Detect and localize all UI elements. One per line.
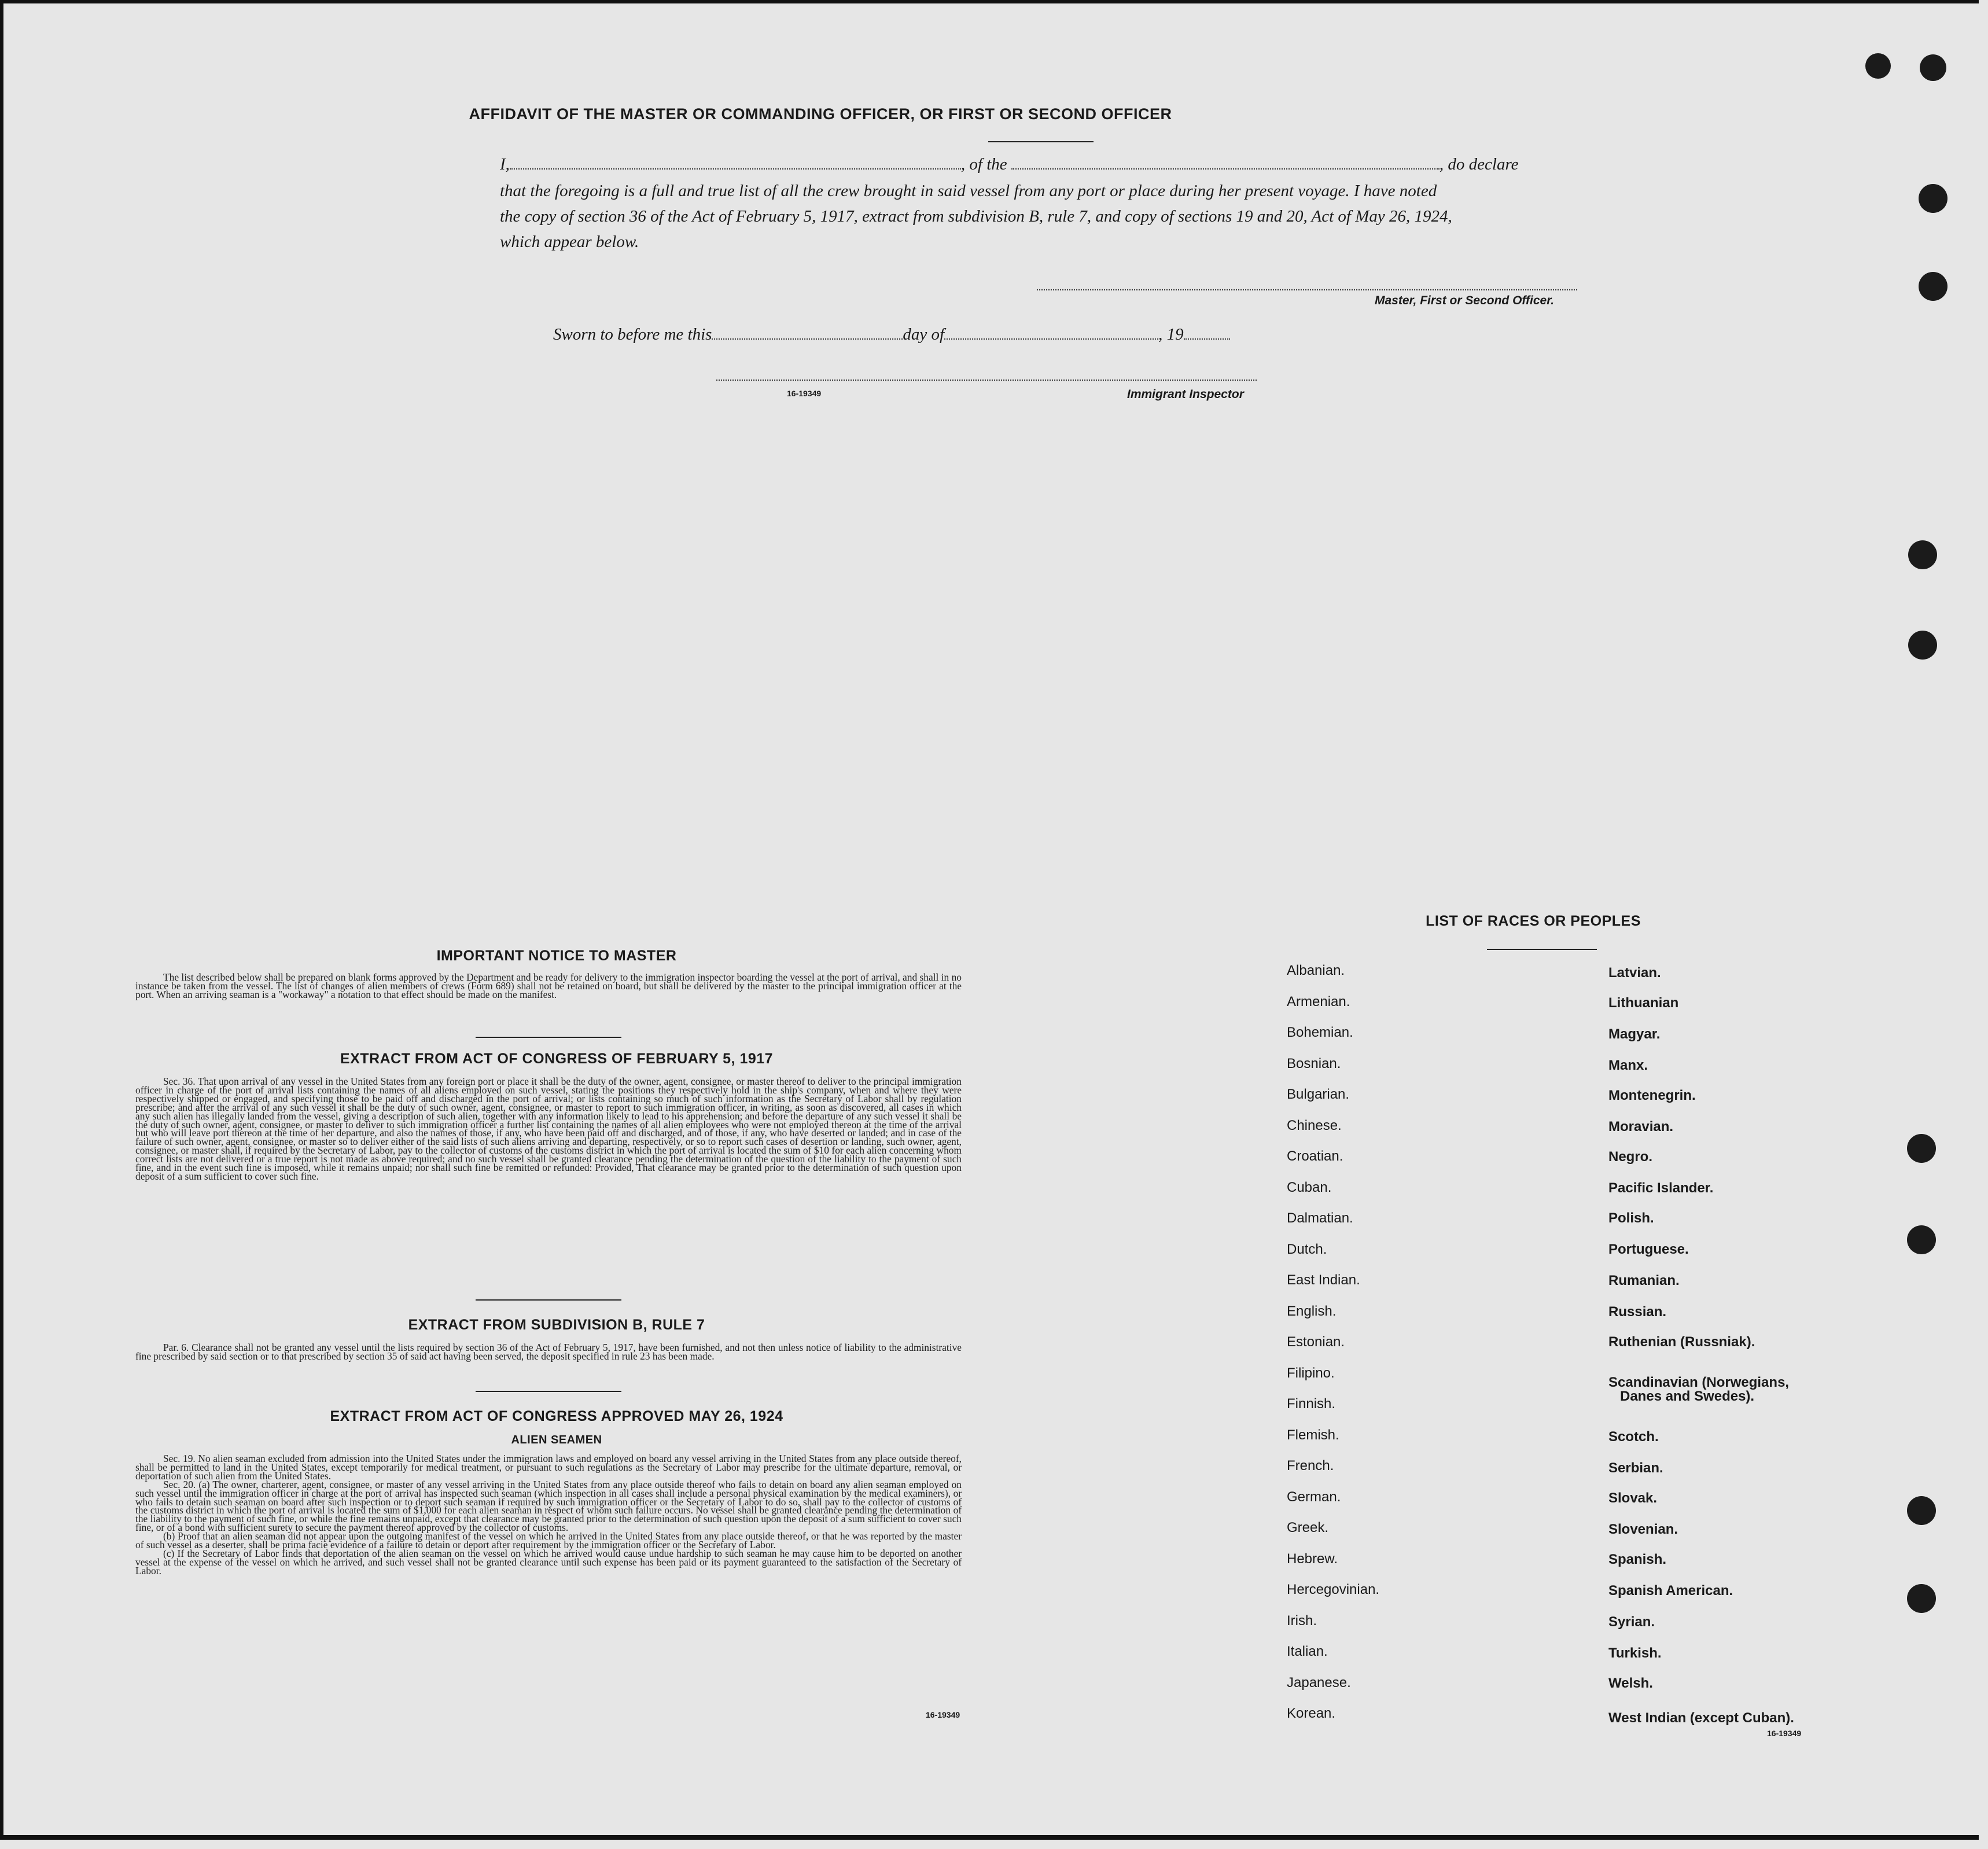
race-item: Cuban.: [1287, 1180, 1332, 1195]
race-item: Croatian.: [1287, 1148, 1343, 1164]
race-item: Dutch.: [1287, 1242, 1327, 1257]
sec20b-text: (b) Proof that an alien seaman did not appear upon the outgoing manifest of the vessel on which he arrived in the United States from any place outside thereof, or that he was reported by the master of such vessel as a deserter, shall be prima facie evidence of a failure to detain or deport after requirement by the immigration officer or the Secretary of Labor.: [135, 1530, 962, 1551]
race-item: Ruthenian (Russniak).: [1608, 1334, 1755, 1350]
inspector-signature-line[interactable]: [716, 380, 1257, 381]
race-item: West Indian (except Cuban).: [1608, 1710, 1794, 1726]
sworn-month-field[interactable]: [944, 338, 1158, 340]
race-item: Estonian.: [1287, 1334, 1345, 1350]
binder-hole: [1907, 1584, 1936, 1613]
race-item: Bosnian.: [1287, 1056, 1341, 1071]
notice-title: IMPORTANT NOTICE TO MASTER: [436, 948, 677, 964]
race-item: Greek.: [1287, 1520, 1329, 1535]
day-of-text: day of: [903, 325, 945, 344]
binder-hole: [1908, 631, 1937, 660]
race-item: Bulgarian.: [1287, 1086, 1350, 1102]
affidavit-line3: the copy of section 36 of the Act of February 5, 1917, extract from subdivision B, rule 7, and copy of sections 19 and 20, Act of May 26, 1924,: [500, 207, 1452, 226]
extract-1924-body: [135, 1454, 962, 1575]
sec20a-text: Sec. 20. (a) The owner, charterer, agent, consignee, or master of any vessel arriving in the United States from any place outside thereof who fails to detain on board any alien seaman employed on such vessel until the immigration officer in charge at the port of arrival has inspected such seaman (which inspection in all cases shall include a personal physical examination by the medical examiners), or who fails to detain such seaman on board after such inspection or to deport such seaman if required by such immigration officer or the Secretary of Labor to do so, shall pay to the collector of customs of the customs district in which the port of arrival is located the sum of $1,000 for each alien seaman in respect of whom such failure occurs. No vessel shall be granted clearance pending the determination of the liability to the payment of such fine, or while the fine remains unpaid, except that clearance may be granted prior to the determination of such question upon the deposit of a sum sufficient to cover such fine, or of a bond with sufficient surety to secure the payment thereof approved by the collector of customs.: [135, 1478, 962, 1534]
section-divider: [476, 1391, 621, 1392]
race-item: Irish.: [1287, 1613, 1317, 1629]
race-item: Flemish.: [1287, 1427, 1339, 1443]
sworn-year-field[interactable]: [1184, 338, 1230, 340]
form-number: 16-19349: [787, 389, 822, 398]
binder-hole: [1907, 1134, 1936, 1163]
binder-hole: [1920, 54, 1946, 81]
race-item: Pacific Islander.: [1608, 1180, 1714, 1196]
race-item: Filipino.: [1287, 1365, 1335, 1381]
affidavit-i: I,: [500, 155, 510, 174]
race-item: Turkish.: [1608, 1645, 1662, 1661]
binder-hole: [1919, 184, 1947, 213]
binder-hole: [1865, 53, 1891, 79]
title-divider: [988, 141, 1094, 142]
sworn-text: Sworn to before me this: [553, 325, 712, 344]
extract-1924-subtitle: ALIEN SEAMEN: [511, 1434, 602, 1446]
race-item: Polish.: [1608, 1210, 1654, 1226]
race-item: French.: [1287, 1458, 1334, 1474]
notice-text: The list described below shall be prepared on blank forms approved by the Department and be ready for delivery to the immigration inspector boarding the vessel at the port of arrival, and shall in no instance be taken from the vessel. The list of changes of alien members of crews (Form 689) shall not be retained on board, but shall be delivered by the master to the principal immigration officer at the port. When an arriving seaman is a "workaway" a notation to that effect should be made on the manifest.: [135, 971, 962, 1000]
race-item: East Indian.: [1287, 1272, 1360, 1288]
race-item: Bohemian.: [1287, 1025, 1353, 1040]
affidavit-of-the: , of the: [960, 155, 1007, 174]
extract-1917-text: Sec. 36. That upon arrival of any vessel in the United States from any foreign port or place it shall be the duty of the owner, agent, consignee, or master thereof to deliver to the principal immigration officer in charge of the port of arrival lists containing the names of all aliens employed on such vessel, stating the positions they respectively hold in the ship's company, when and where they were respectively shipped or engaged, and specifying those to be paid off and discharged in the port of arrival; or lists containing so much of such information as the Secretary of Labor shall by regulation prescribe; and after the arrival of any such vessel it shall be the duty of such owner, agent, consignee, or master to report to such immigration officer, in writing, as soon as discovered, all cases in which any such alien has illegally landed from the vessel, giving a description of such alien, together with any information likely to lead to his apprehension; and before the departure of any such vessel it shall be the duty of such owner, agent, consignee, or master to deliver to such immigration officer a further list containing the names of all alien employees who were not employed thereon at the time of the arrival but who will leave port thereon at the time of her departure, and also the names of those, if any, who have been paid off and discharged, and of those, if any, who have deserted or landed; and in case of the failure of such owner, agent, consignee, or master so to deliver either of the said lists of such aliens arriving and departing, respectively, or so to report such cases of desertion or landing, such owner, agent, consignee, or master shall, if required by the Secretary of Labor, pay to the collector of customs of the customs district in which the port of arrival is located the sum of $10 for each alien concerning whom correct lists are not delivered or a true report is not made as above required; and no such vessel shall be granted clearance pending the determination of the question of the liability to the payment of such fine, and in the event such fine is imposed, while it remains unpaid; nor shall such fine be remitted or refunded: Provided, That clearance may be granted prior to the determination of such question upon deposit of a sum sufficient to cover such fine.: [135, 1075, 962, 1182]
race-item: Korean.: [1287, 1706, 1336, 1721]
binder-hole: [1919, 272, 1947, 301]
race-item: Scotch.: [1608, 1429, 1659, 1445]
race-item: Rumanian.: [1608, 1273, 1680, 1288]
race-item: Dalmatian.: [1287, 1210, 1353, 1226]
extract-rule7-title: EXTRACT FROM SUBDIVISION B, RULE 7: [408, 1317, 705, 1333]
race-item: Serbian.: [1608, 1460, 1663, 1476]
race-item: Magyar.: [1608, 1026, 1661, 1042]
sworn-line: [553, 325, 1230, 344]
section-divider: [476, 1037, 621, 1038]
race-item: Albanian.: [1287, 963, 1345, 978]
form-number: 16-19349: [1767, 1729, 1802, 1738]
affidavit-line1: [500, 155, 1576, 174]
race-item: Portuguese.: [1608, 1242, 1689, 1257]
races-title: LIST OF RACES OR PEOPLES: [1426, 913, 1641, 929]
race-item: English.: [1287, 1303, 1337, 1319]
sworn-day-field[interactable]: [712, 338, 903, 340]
year-prefix: , 19: [1158, 325, 1184, 344]
race-item: Armenian.: [1287, 994, 1350, 1010]
extract-rule7-text: Par. 6. Clearance shall not be granted any vessel until the lists required by section 36 of the Act of February 5, 1917, have been furnished, and not then unless notice of liability to the administrative fine prescribed by said section or to that prescribed by section 35 of said act having been served, the deposit specified in rule 23 has been made.: [135, 1342, 962, 1362]
race-item: Slovak.: [1608, 1490, 1658, 1506]
binder-hole: [1907, 1225, 1936, 1254]
race-item: Italian.: [1287, 1644, 1328, 1659]
race-item: Finnish.: [1287, 1396, 1336, 1412]
affidavit-line4: which appear below.: [500, 233, 639, 251]
race-item: Scandinavian (Norwegians,: [1608, 1375, 1790, 1390]
inspector-caption: Immigrant Inspector: [1127, 388, 1244, 401]
race-item: Negro.: [1608, 1149, 1653, 1165]
affidavit-title: AFFIDAVIT OF THE MASTER OR COMMANDING OFFICER, OR FIRST OR SECOND OFFICER: [469, 105, 1172, 123]
race-item: Moravian.: [1608, 1119, 1674, 1135]
race-item: Montenegrin.: [1608, 1088, 1696, 1103]
affidavit-declare: , do declare: [1439, 155, 1519, 174]
race-item: Syrian.: [1608, 1614, 1655, 1630]
binder-hole: [1907, 1496, 1936, 1525]
race-item: Spanish American.: [1608, 1583, 1733, 1598]
master-signature-line[interactable]: [1037, 289, 1577, 290]
section-divider: [476, 1299, 621, 1301]
race-item: Latvian.: [1608, 965, 1661, 981]
race-item: Hebrew.: [1287, 1551, 1338, 1567]
extract-1924-title: EXTRACT FROM ACT OF CONGRESS APPROVED MAY 26, 1924: [330, 1408, 783, 1424]
race-item: Chinese.: [1287, 1118, 1342, 1133]
binder-hole: [1908, 540, 1937, 569]
affidavit-line2: that the foregoing is a full and true list of all the crew brought in said vessel from any port or place during her present voyage. I have noted: [500, 182, 1437, 200]
form-number: 16-19349: [926, 1710, 960, 1719]
race-item: Russian.: [1608, 1304, 1667, 1320]
notice-body: [135, 973, 962, 999]
race-item: Welsh.: [1608, 1675, 1653, 1691]
name-blank-field[interactable]: [510, 168, 961, 170]
extract-rule7-body: [135, 1343, 962, 1361]
master-signature-caption: Master, First or Second Officer.: [1375, 294, 1555, 307]
race-item: Lithuanian: [1608, 995, 1679, 1011]
race-item: Danes and Swedes).: [1620, 1388, 1755, 1404]
sec20c-text: (c) If the Secretary of Labor finds that deportation of the alien seaman on the vessel on which he arrived would cause undue hardship to such seaman he may cause him to be deported on another vessel at the expense of the vessel on which he arrived, and such vessel shall not be granted clearance until such expense has been paid or its payment guaranteed to the satisfaction of the Secretary of Labor.: [135, 1547, 962, 1577]
sec19-text: Sec. 19. No alien seaman excluded from admission into the United States under the immigration laws and employed on board any vessel arriving in the United States from any place outside thereof, shall be permitted to land in the United States, except temporarily for medical treatment, or pursuant to such regulations as the Secretary of Labor may prescribe for the ultimate departure, removal, or deportation of such alien from the United States.: [135, 1453, 962, 1482]
vessel-blank-field[interactable]: [1011, 168, 1440, 170]
race-item: Hercegovinian.: [1287, 1582, 1380, 1597]
race-item: Spanish.: [1608, 1552, 1667, 1567]
race-item: Slovenian.: [1608, 1522, 1678, 1537]
races-divider: [1487, 949, 1597, 950]
extract-1917-body: [135, 1077, 962, 1181]
race-item: German.: [1287, 1489, 1341, 1505]
extract-1917-title: EXTRACT FROM ACT OF CONGRESS OF FEBRUARY 5, 1917: [340, 1051, 774, 1067]
race-item: Manx.: [1608, 1058, 1648, 1073]
race-item: Japanese.: [1287, 1675, 1351, 1690]
